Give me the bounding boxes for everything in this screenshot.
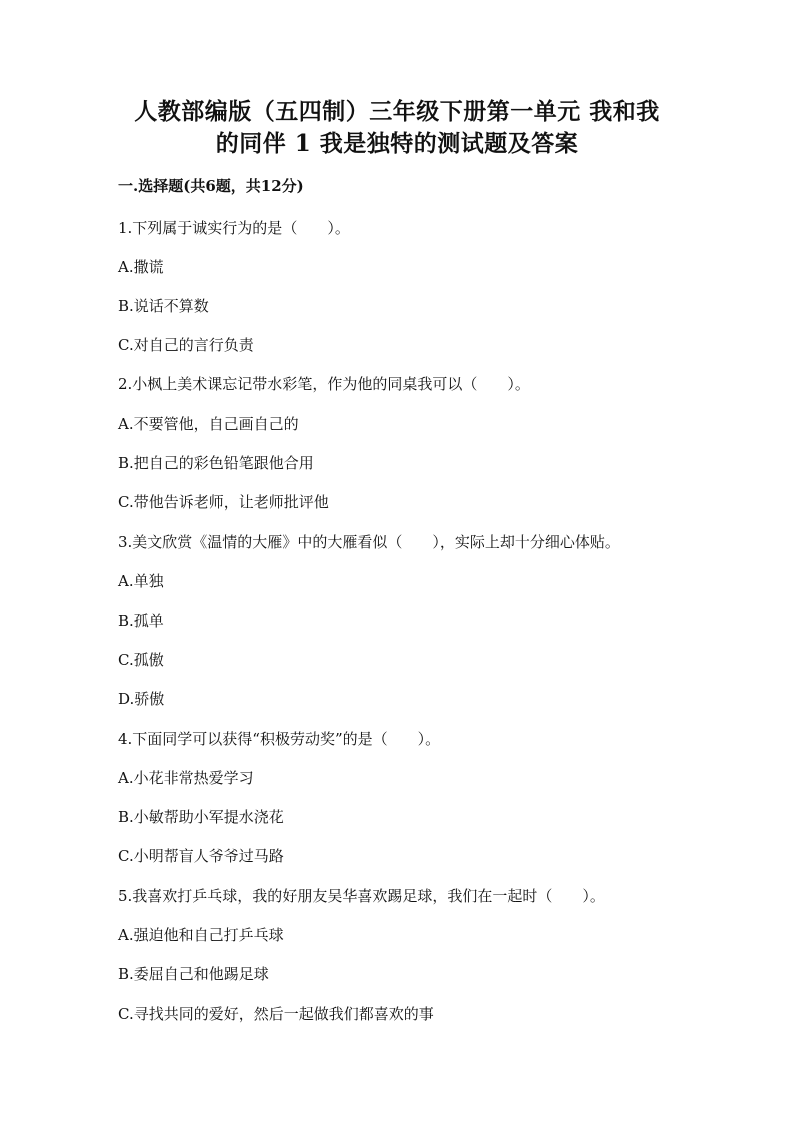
question-3-option-a: A.单独 — [118, 572, 164, 590]
question-2-stem: 2.小枫上美术课忘记带水彩笔，作为他的同桌我可以（ ）。 — [118, 375, 530, 393]
question-2-option-c: C.带他告诉老师，让老师批评他 — [118, 493, 329, 511]
document-title-line-1: 人教部编版（五四制）三年级下册第一单元 我和我 — [134, 98, 660, 125]
question-1-option-a: A.撒谎 — [118, 258, 164, 276]
document-title-line-2: 的同伴 1 我是独特的测试题及答案 — [215, 130, 579, 157]
question-2-option-a: A.不要管他，自己画自己的 — [118, 415, 299, 433]
question-3-option-b: B.孤单 — [118, 612, 164, 630]
question-4-option-c: C.小明帮盲人爷爷过马路 — [118, 847, 284, 865]
question-2-option-b: B.把自己的彩色铅笔跟他合用 — [118, 454, 314, 472]
question-4-option-a: A.小花非常热爱学习 — [118, 769, 254, 787]
question-5-stem: 5.我喜欢打乒乓球，我的好朋友吴华喜欢踢足球，我们在一起时（ ）。 — [118, 887, 605, 905]
question-3-option-c: C.孤傲 — [118, 651, 164, 669]
question-1-option-b: B.说话不算数 — [118, 297, 209, 315]
question-4-option-b: B.小敏帮助小军提水浇花 — [118, 808, 284, 826]
question-1-stem: 1.下列属于诚实行为的是（ ）。 — [118, 219, 350, 237]
question-5-option-b: B.委屈自己和他踢足球 — [118, 965, 269, 983]
question-5-option-a: A.强迫他和自己打乒乓球 — [118, 926, 284, 944]
question-3-option-d: D.骄傲 — [118, 690, 165, 708]
section-heading: 一.选择题(共6题，共12分) — [118, 177, 304, 195]
question-3-stem: 3.美文欣赏《温情的大雁》中的大雁看似（ ），实际上却十分细心体贴。 — [118, 533, 620, 551]
question-1-option-c: C.对自己的言行负责 — [118, 336, 254, 354]
question-5-option-c: C.寻找共同的爱好，然后一起做我们都喜欢的事 — [118, 1005, 434, 1023]
question-4-stem: 4.下面同学可以获得“积极劳动奖”的是（ ）。 — [118, 730, 441, 748]
